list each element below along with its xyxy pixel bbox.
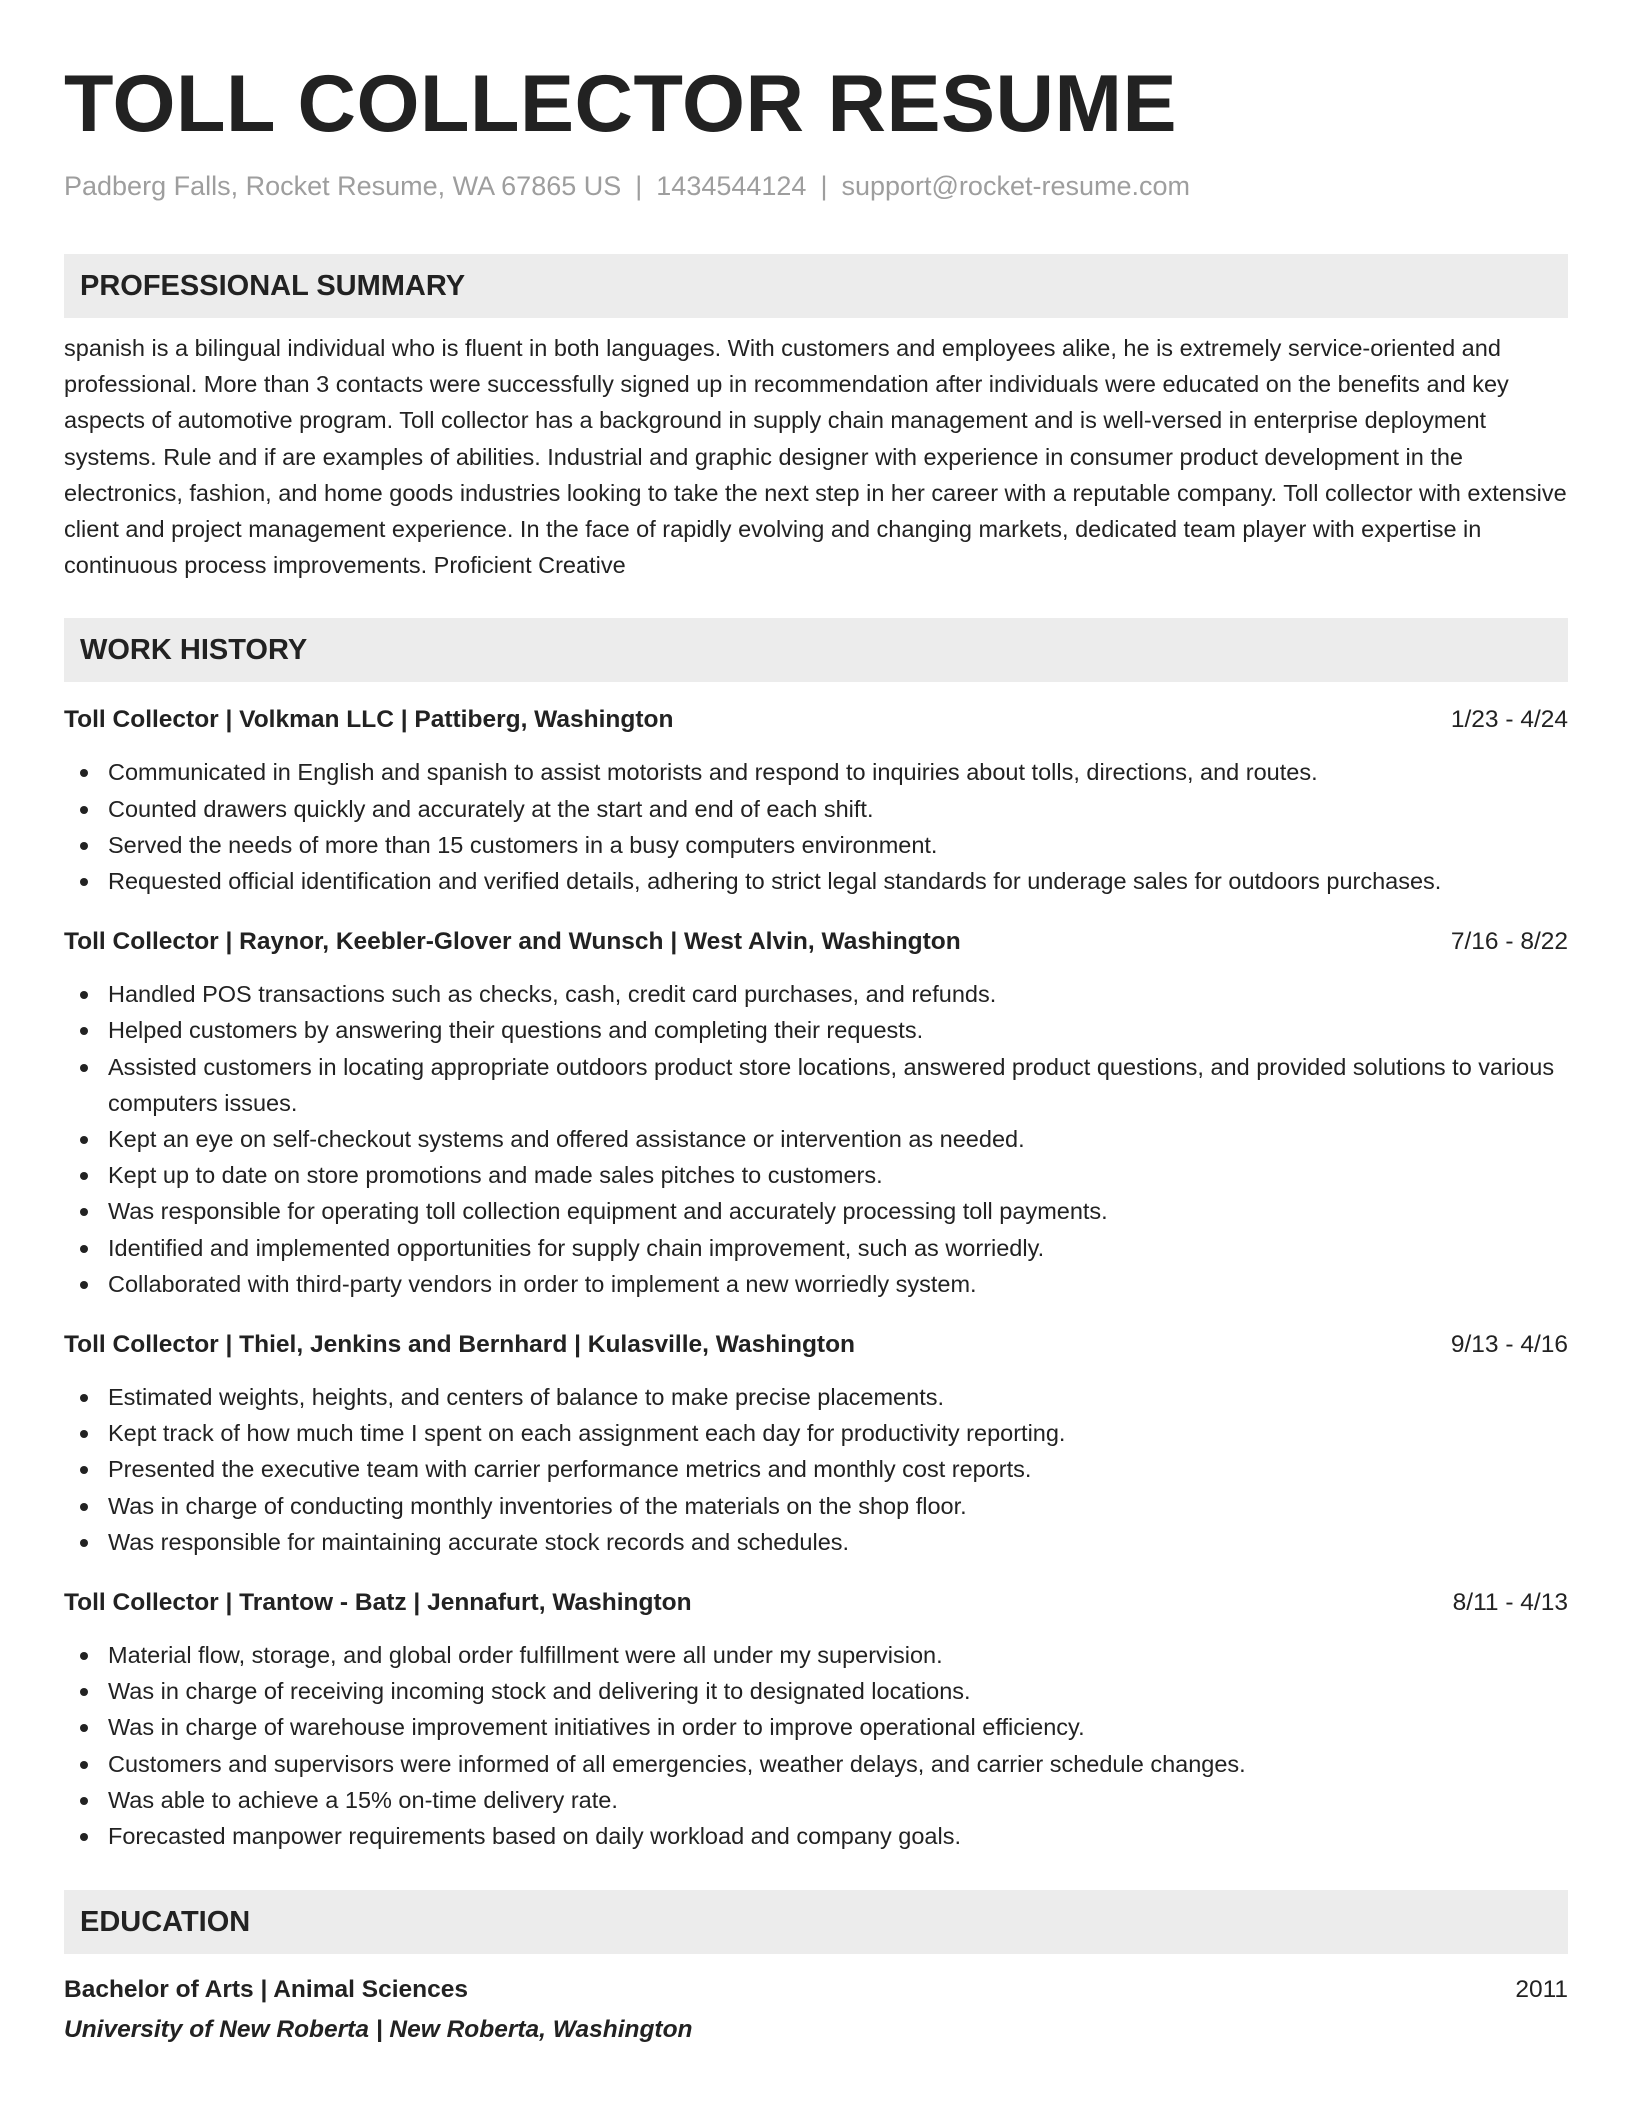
section-header-education: EDUCATION (64, 1890, 1568, 1954)
bullet-dot-icon (80, 1394, 88, 1402)
education-entry (64, 1972, 1568, 2048)
job-bullet-text: Was able to achieve a 15% on-time delivery rate. (108, 1786, 618, 1813)
bullet-dot-icon (80, 806, 88, 814)
education-degree: Bachelor of Arts | Animal Sciences (64, 1976, 468, 2004)
bullet-dot-icon (80, 1724, 88, 1732)
bullet-dot-icon (80, 1064, 88, 1072)
job-bullet-text: Kept up to date on store promotions and made sales pitches to customers. (108, 1162, 883, 1189)
bullet-dot-icon (80, 1136, 88, 1144)
job-bullet (64, 1488, 1568, 1524)
job-bullet (64, 1524, 1568, 1560)
bullet-dot-icon (80, 1539, 88, 1547)
bullet-dot-icon (80, 842, 88, 850)
job-bullet (64, 1379, 1568, 1415)
job-bullet-text: Material flow, storage, and global order fulfillment were all under my supervision. (108, 1642, 943, 1669)
job-dates: 9/13 - 4/16 (1450, 1331, 1568, 1359)
bullet-dot-icon (80, 1027, 88, 1035)
bullet-dot-icon (80, 1652, 88, 1660)
resume-title: TOLL COLLECTOR RESUME (64, 59, 1178, 149)
job-bullet (64, 1415, 1568, 1451)
bullet-dot-icon (80, 769, 88, 777)
job-dates: 1/23 - 4/24 (1450, 706, 1568, 734)
bullet-dot-icon (80, 1466, 88, 1474)
job-bullet-text: Assisted customers in locating appropriate outdoors product store locations, answered product questions, and provided solutions to various computers issues. (108, 1053, 1555, 1116)
job-bullet (64, 1637, 1568, 1673)
job-bullet (64, 863, 1568, 899)
bullet-dot-icon (80, 1430, 88, 1438)
job-bullet (64, 976, 1568, 1012)
job-bullet-text: Identified and implemented opportunities for supply chain improvement, such as worriedly. (108, 1234, 1045, 1261)
job-header (64, 1327, 1568, 1363)
job-bullet (64, 1451, 1568, 1487)
bullet-dot-icon (80, 878, 88, 886)
bullet-dot-icon (80, 1503, 88, 1511)
job-bullet-text: Was responsible for maintaining accurate stock records and schedules. (108, 1528, 850, 1555)
job-bullet (64, 1709, 1568, 1745)
job-bullet-text: Presented the executive team with carrier performance metrics and monthly cost reports. (108, 1456, 1032, 1483)
contact-address: Padberg Falls, Rocket Resume, WA 67865 US (64, 171, 622, 201)
job-bullet-text: Counted drawers quickly and accurately at the start and end of each shift. (108, 795, 874, 822)
job-bullet-text: Kept track of how much time I spent on each assignment each day for productivity reporting. (108, 1420, 1066, 1447)
job-title: Toll Collector | Thiel, Jenkins and Bernhard | Kulasville, Washington (64, 1331, 856, 1359)
job-bullet-list (64, 1637, 1568, 1854)
job-bullet-list (64, 1379, 1568, 1560)
job-bullet-text: Helped customers by answering their questions and completing their requests. (108, 1017, 924, 1044)
section-header-summary: PROFESSIONAL SUMMARY (64, 254, 1568, 318)
job-bullet (64, 1230, 1568, 1266)
job-bullet (64, 1049, 1568, 1121)
job-bullet-text: Estimated weights, heights, and centers of balance to make precise placements. (108, 1384, 945, 1411)
job-dates: 7/16 - 8/22 (1450, 928, 1568, 956)
bullet-dot-icon (80, 991, 88, 999)
job-bullet (64, 1193, 1568, 1229)
job-bullet-text: Requested official identification and verified details, adhering to strict legal standards for underage sales for outdoors purchases. (108, 868, 1442, 895)
job-bullet-list (64, 976, 1568, 1302)
job-bullet-text: Customers and supervisors were informed of all emergencies, weather delays, and carrier schedule changes. (108, 1750, 1246, 1777)
bullet-dot-icon (80, 1172, 88, 1180)
job-entry (64, 924, 1568, 1302)
job-header (64, 1585, 1568, 1621)
bullet-dot-icon (80, 1281, 88, 1289)
job-bullet-text: Forecasted manpower requirements based on daily workload and company goals. (108, 1823, 961, 1850)
job-title: Toll Collector | Volkman LLC | Pattiberg, Washington (64, 706, 674, 734)
job-bullet-text: Handled POS transactions such as checks, cash, credit card purchases, and refunds. (108, 981, 997, 1008)
job-bullet-text: Collaborated with third-party vendors in order to implement a new worriedly system. (108, 1270, 977, 1297)
job-bullet (64, 1782, 1568, 1818)
contact-separator: | (635, 171, 643, 201)
section-header-work-history: WORK HISTORY (64, 618, 1568, 682)
job-entry (64, 1327, 1568, 1560)
education-year: 2011 (1515, 1976, 1568, 2004)
job-bullet-text: Communicated in English and spanish to assist motorists and respond to inquiries about tolls, directions, and routes. (108, 759, 1318, 786)
job-bullet (64, 754, 1568, 790)
job-header (64, 702, 1568, 738)
contact-email[interactable]: support@rocket-resume.com (841, 171, 1190, 201)
job-bullet (64, 827, 1568, 863)
job-bullet (64, 1121, 1568, 1157)
job-header (64, 924, 1568, 960)
job-bullet (64, 1266, 1568, 1302)
job-bullet (64, 1012, 1568, 1048)
job-title: Toll Collector | Trantow - Batz | Jennafurt, Washington (64, 1589, 692, 1617)
bullet-dot-icon (80, 1797, 88, 1805)
job-bullet-text: Was in charge of receiving incoming stock and delivering it to designated locations. (108, 1678, 971, 1705)
job-bullet-list (64, 754, 1568, 899)
job-bullet (64, 1746, 1568, 1782)
work-history-list (64, 702, 1568, 1854)
summary-text: spanish is a bilingual individual who is fluent in both languages. With customers and employees alike, he is extremely service-oriented and professional. More than 3 contacts were successfully signed up in recommendation after individuals were educated on the benefits and key aspects of automotive program. Toll collector has a background in supply chain management and is well-versed in enterprise deployment systems. Rule and if are examples of abilities. Industrial and graphic designer with experience in consumer product development in the electronics, fashion, and home goods industries looking to take the next step in her career with a reputable company. Toll collector with extensive client and project management experience. In the face of rapidly evolving and changing markets, dedicated team player with expertise in continuous process improvements. Proficient Creative (64, 335, 1567, 579)
job-bullet-text: Kept an eye on self-checkout systems and offered assistance or intervention as needed. (108, 1126, 1025, 1153)
job-dates: 8/11 - 4/13 (1452, 1589, 1568, 1617)
job-bullet (64, 791, 1568, 827)
contact-line (64, 168, 1568, 204)
job-bullet-text: Was in charge of warehouse improvement initiatives in order to improve operational efficiency. (108, 1714, 1085, 1741)
job-bullet (64, 1157, 1568, 1193)
job-entry (64, 1585, 1568, 1854)
job-bullet (64, 1818, 1568, 1854)
contact-phone: 1434544124 (656, 171, 807, 201)
bullet-dot-icon (80, 1245, 88, 1253)
job-bullet-text: Was responsible for operating toll collection equipment and accurately processing toll payments. (108, 1198, 1108, 1225)
education-school: University of New Roberta | New Roberta, Washington (64, 2016, 693, 2044)
job-bullet-text: Served the needs of more than 15 customers in a busy computers environment. (108, 831, 938, 858)
education-entry-header (64, 1972, 1568, 2008)
bullet-dot-icon (80, 1208, 88, 1216)
job-bullet (64, 1673, 1568, 1709)
bullet-dot-icon (80, 1833, 88, 1841)
contact-separator: | (820, 171, 828, 201)
job-bullet-text: Was in charge of conducting monthly inventories of the materials on the shop floor. (108, 1492, 967, 1519)
job-title: Toll Collector | Raynor, Keebler-Glover and Wunsch | West Alvin, Washington (64, 928, 961, 956)
bullet-dot-icon (80, 1761, 88, 1769)
job-entry (64, 702, 1568, 899)
bullet-dot-icon (80, 1688, 88, 1696)
